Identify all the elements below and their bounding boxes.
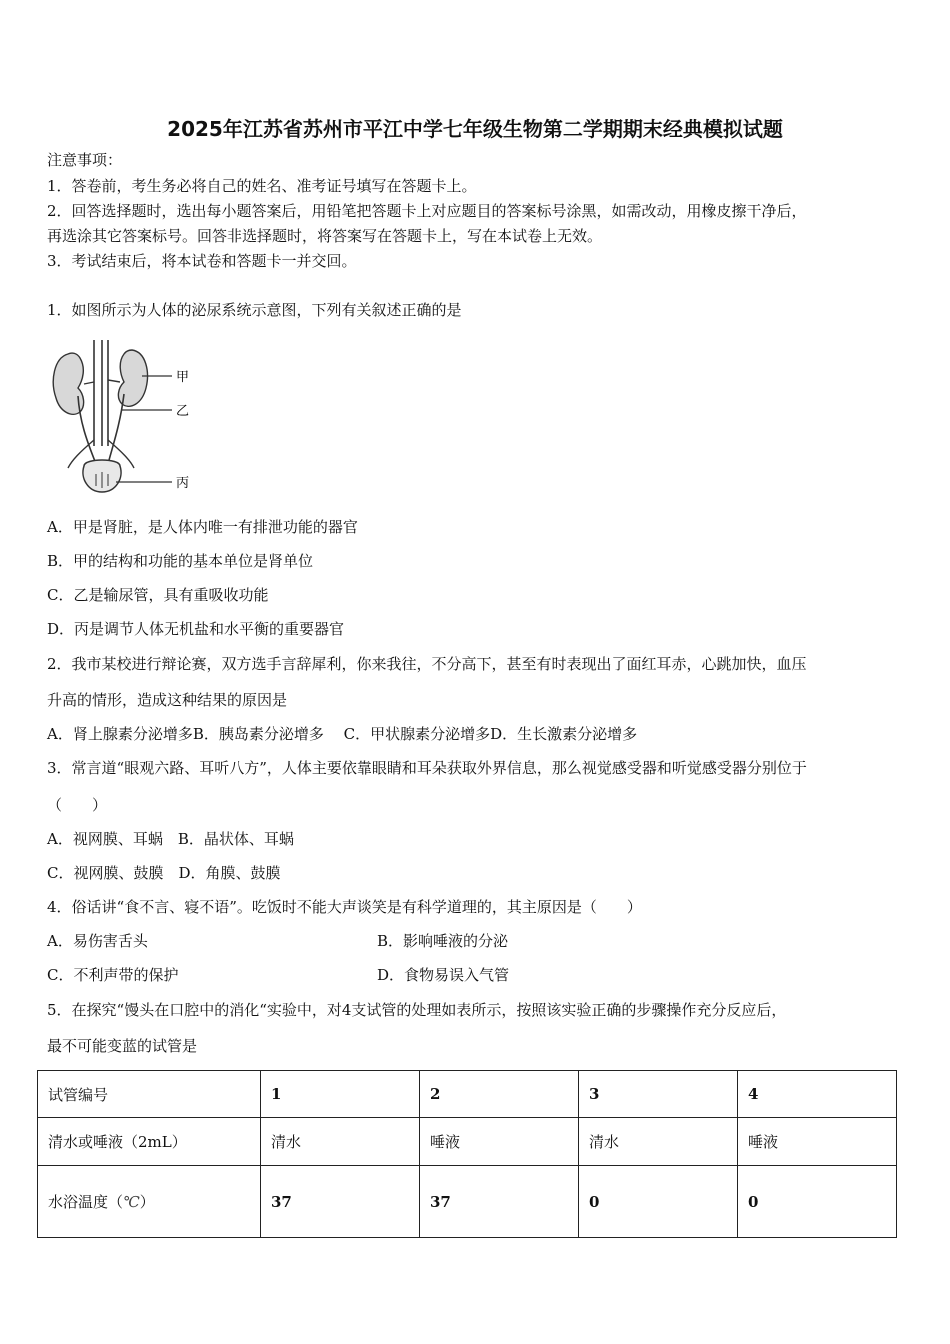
table-cell: 2 [420, 1071, 579, 1118]
q2-stem-line2: 升高的情形，造成这种结果的原因是 [47, 691, 288, 709]
notice-item: 3．考试结束后，将本试卷和答题卡一并交回。 [47, 252, 357, 270]
q1-option-b: B．甲的结构和功能的基本单位是肾单位 [47, 552, 314, 570]
q3-stem-line2: （ ） [47, 796, 108, 814]
table-cell: 37 [261, 1166, 420, 1238]
label-bing: 丙 [176, 476, 190, 491]
q2-stem-line1: 2．我市某校进行辩论赛，双方选手言辞犀利，你来我往，不分高下，甚至有时表现出了面红耳赤，心跳加快，血压 [47, 655, 807, 673]
table-cell: 唾液 [738, 1118, 897, 1166]
table-row [38, 1071, 897, 1118]
q4-option-a: A．易伤害舌头 [47, 932, 148, 950]
table-row [38, 1118, 897, 1166]
urinary-system-diagram [50, 336, 200, 496]
experiment-table [37, 1070, 897, 1238]
table-row [38, 1166, 897, 1238]
notice-item: 2．回答选择题时，选出每小题答案后，用铅笔把答题卡上对应题目的答案标号涂黑，如需改动，用橡皮擦干净后， [47, 202, 807, 220]
table-cell: 3 [579, 1071, 738, 1118]
q2-options: A．肾上腺素分泌增多B．胰岛素分泌增多 C．甲状腺素分泌增多D．生长激素分泌增多 [47, 725, 638, 743]
notice-heading: 注意事项： [47, 151, 123, 169]
q3-options-line1: A．视网膜、耳蜗 B．晶状体、耳蜗 [47, 830, 294, 848]
label-yi: 乙 [176, 404, 190, 419]
q4-option-b: B．影响唾液的分泌 [377, 932, 509, 950]
table-cell: 4 [738, 1071, 897, 1118]
q1-option-d: D．丙是调节人体无机盐和水平衡的重要器官 [47, 620, 345, 638]
row-label: 水浴温度（ [48, 1193, 124, 1211]
q1-option-c: C．乙是输尿管，具有重吸收功能 [47, 586, 269, 604]
page-title: 2025年江苏省苏州市平江中学七年级生物第二学期期末经典模拟试题 [167, 117, 783, 141]
label-jia: 甲 [176, 370, 190, 385]
urinary-system-figure [50, 336, 200, 496]
table-cell: 清水 [579, 1118, 738, 1166]
table-cell [38, 1166, 261, 1238]
table-cell: 37 [420, 1166, 579, 1238]
table-cell: 清水或唾液（2mL） [38, 1118, 261, 1166]
celsius-unit: ℃ [123, 1193, 140, 1211]
table-cell: 1 [261, 1071, 420, 1118]
table-cell: 0 [738, 1166, 897, 1238]
q5-stem-line2: 最不可能变蓝的试管是 [47, 1037, 198, 1055]
q4-option-c: C．不利声带的保护 [47, 966, 179, 984]
table-cell: 清水 [261, 1118, 420, 1166]
q3-options-line2: C．视网膜、鼓膜 D．角膜、鼓膜 [47, 864, 281, 882]
q3-stem-line1: 3．常言道“眼观六路、耳听八方”，人体主要依靠眼睛和耳朵获取外界信息，那么视觉感受器和听觉感受器分别位于 [47, 759, 807, 777]
q1-stem: 1．如图所示为人体的泌尿系统示意图，下列有关叙述正确的是 [47, 301, 462, 319]
q1-option-a: A．甲是肾脏，是人体内唯一有排泄功能的器官 [47, 518, 358, 536]
notice-item: 再选涂其它答案标号。回答非选择题时，将答案写在答题卡上，写在本试卷上无效。 [47, 227, 603, 245]
q4-option-d: D．食物易误入气管 [377, 966, 510, 984]
table-cell: 0 [579, 1166, 738, 1238]
table-cell: 唾液 [420, 1118, 579, 1166]
q5-stem-line1: 5．在探究“馒头在口腔中的消化“实验中，对4支试管的处理如表所示，按照该实验正确的步骤操作充分反应后， [47, 1001, 787, 1019]
q4-stem: 4．俗话讲“食不言、寝不语”。吃饭时不能大声谈笑是有科学道理的，其主原因是（ ） [47, 898, 642, 916]
row-label-close: ） [139, 1193, 155, 1211]
table-cell: 试管编号 [38, 1071, 261, 1118]
notice-item: 1．答卷前，考生务必将自己的姓名、准考证号填写在答题卡上。 [47, 177, 477, 195]
